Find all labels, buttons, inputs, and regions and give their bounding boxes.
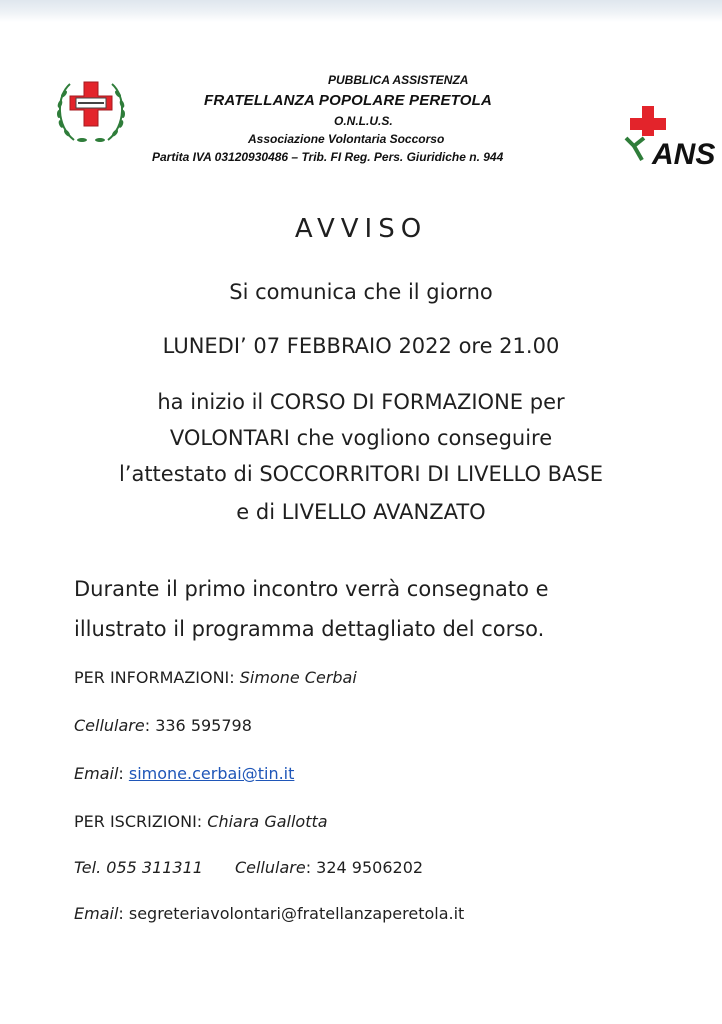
ans-logo-text: ANS — [652, 138, 716, 171]
fratellanza-cross-logo-icon — [50, 76, 132, 148]
cell2-value: : 324 9506202 — [305, 858, 424, 877]
header-pubblica: PUBBLICA ASSISTENZA — [328, 73, 469, 87]
ans-logo-icon — [620, 104, 716, 171]
iscr-name: Chiara Gallotta — [207, 812, 328, 831]
email-link[interactable]: simone.cerbai@tin.it — [128, 764, 295, 783]
course-line-3: l’attestato di SOCCORRITORI DI LIVELLO BASE — [118, 462, 604, 486]
email2-label: Email — [74, 904, 119, 923]
course-line-1: ha inizio il CORSO DI FORMAZIONE per — [157, 390, 565, 414]
header-onlus: O.N.L.U.S. — [334, 114, 393, 128]
scan-top-strip — [0, 0, 722, 22]
iscrizioni-email — [74, 904, 464, 923]
cell-label: Cellulare — [74, 716, 145, 735]
notice-intro: Si comunica che il giorno — [229, 280, 493, 304]
cell2-label: Cellulare — [234, 858, 306, 877]
email2-value: : segreteriavolontari@fratellanzaperetola.it — [118, 904, 465, 923]
info-contact — [74, 668, 357, 687]
header-association-type: Associazione Volontaria Soccorso — [248, 132, 445, 146]
info-email — [74, 764, 294, 783]
during-line-1: Durante il primo incontro verrà consegnato e — [74, 577, 549, 601]
email-label: Email — [74, 764, 119, 783]
tel-label: Tel. 055 311311 — [74, 858, 203, 877]
iscrizioni-phones — [74, 858, 423, 877]
notice-date: LUNEDI’ 07 FEBBRAIO 2022 ore 21.00 — [162, 334, 560, 358]
iscr-label: PER ISCRIZIONI: — [74, 812, 208, 831]
header-vat: Partita IVA 03120930486 – Trib. FI Reg. Pers. Giuridiche n. 944 — [152, 150, 504, 164]
header-association-name: FRATELLANZA POPOLARE PERETOLA — [204, 92, 493, 109]
info-name: Simone Cerbai — [239, 668, 357, 687]
during-line-2: illustrato il programma dettagliato del corso. — [74, 617, 545, 641]
email-separator: : — [118, 764, 129, 783]
cell-value: : 336 595798 — [144, 716, 252, 735]
course-line-4: e di LIVELLO AVANZATO — [236, 500, 486, 524]
iscrizioni-contact — [74, 812, 328, 831]
info-cell — [74, 716, 252, 735]
course-line-2: VOLONTARI che vogliono conseguire — [169, 426, 553, 450]
info-label: PER INFORMAZIONI: — [74, 668, 240, 687]
notice-title: AVVISO — [294, 214, 428, 244]
